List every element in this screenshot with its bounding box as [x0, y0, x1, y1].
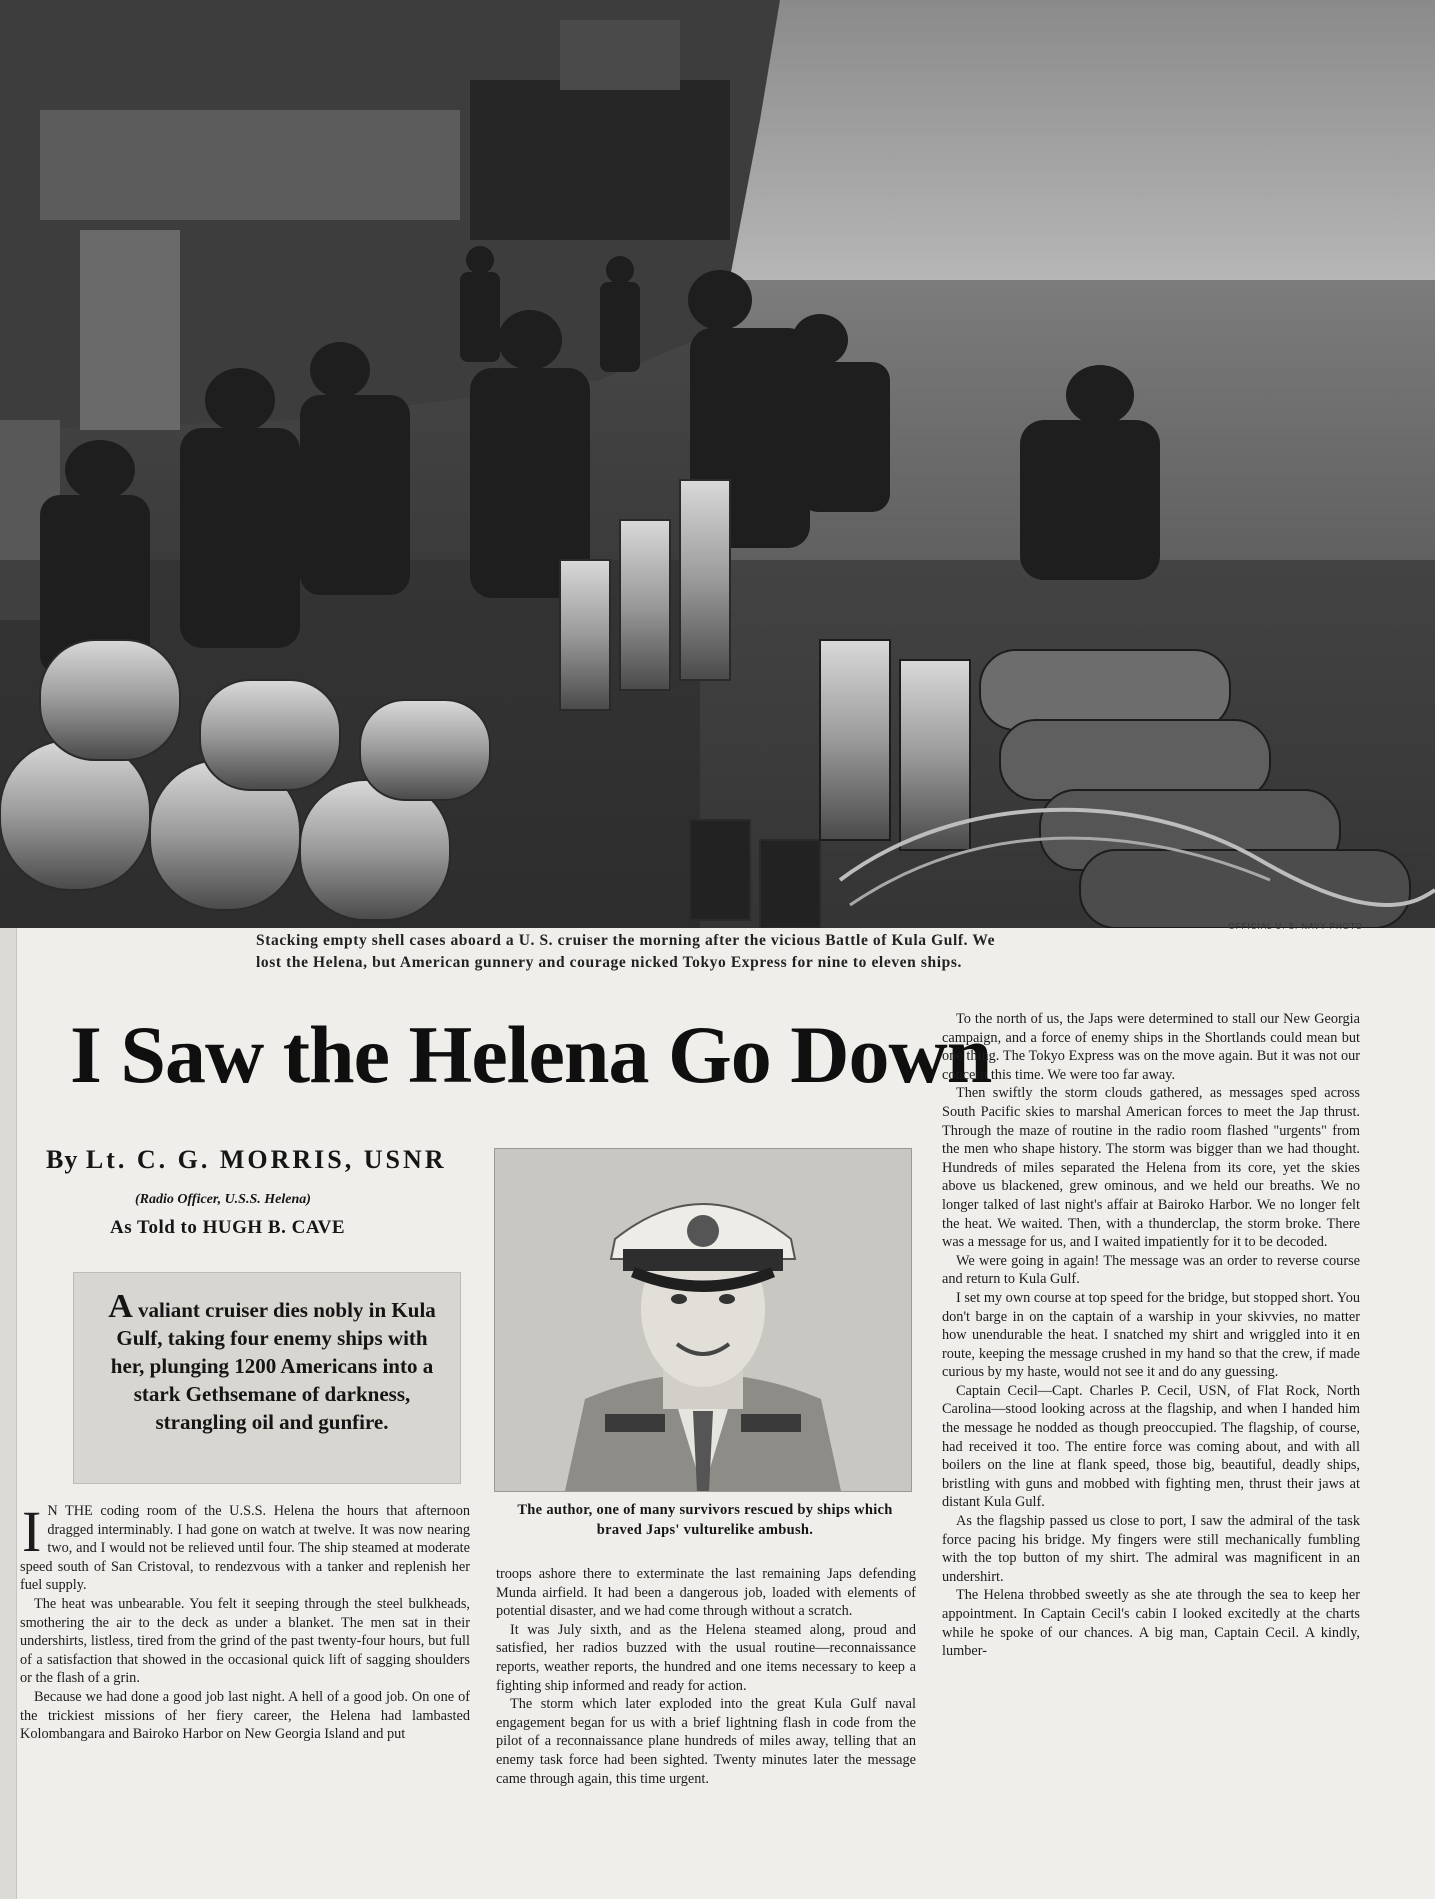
officer-portrait-illustration — [495, 1149, 911, 1491]
column-3-paragraph: Then swiftly the storm clouds gathered, as messages sped across South Pacific skies to marshal American forces to meet the Jap thrust. Through the maze of routine in the radio room flashed "urgents" from the men who shape history. The storm was bigger than we had thought. Hundreds of miles separated the Helena from its core, yet the skies above us blackened, grew ominous, and we held our breaths. We no longer talked of last night's affair at Bairoko Harbor. We no longer felt the heat. We waited. Then, with a thunderclap, the storm broke. There was a message for us, and I waited impatiently for it to be decoded. — [942, 1085, 1360, 1251]
byline-prefix: By — [46, 1145, 79, 1174]
deck-text — [102, 1288, 442, 1436]
article-column-2 — [496, 1565, 916, 1788]
deck-body: valiant cruiser dies nobly in Kula Gulf, taking four enemy ships with her, plunging 1200 Americans into a stark Gethsemane of darkness, strangling oil and gunfire. — [110, 1298, 436, 1434]
photo-credit: OFFICIAL U. S. NAVY PHOTO — [1228, 922, 1363, 931]
column-2-paragraph: The storm which later exploded into the great Kula Gulf naval engagement began for us with a brief lightning flash in code from the pilot of a reconnaissance plane hundreds of miles away, telling that an enemy task force had been sighted. Twenty minutes later the message came through again, this time urgent. — [496, 1696, 916, 1787]
byline — [46, 1145, 476, 1175]
told-to-credit: As Told to HUGH B. CAVE — [110, 1217, 345, 1238]
shell-cases-illustration — [0, 0, 1435, 928]
drop-cap: I — [22, 1499, 42, 1564]
deck-initial: A — [108, 1288, 133, 1325]
article-column-1 — [20, 1499, 470, 1744]
author-portrait — [494, 1148, 912, 1492]
photo-caption-line-2: lost the Helena, but American gunnery and courage nicked Tokyo Express for nine to eleven ships. — [256, 954, 962, 971]
portrait-caption: The author, one of many survivors rescued by ships which braved Japs' vulturelike ambush. — [517, 1502, 893, 1538]
column-1-paragraph: Because we had done a good job last night. A hell of a good job. On one of the trickiest missions of her fiery career, the Helena had lambasted Kolombangara and Bairoko Harbor on New Georgia Island and put — [20, 1688, 470, 1743]
photo-caption-line-1: Stacking empty shell cases aboard a U. S. cruiser the morning after the vicious Battle of Kula Gulf. We — [256, 932, 996, 949]
column-3-paragraph: We were going in again! The message was an order to reverse course and return to Kula Gulf. — [942, 1252, 1360, 1288]
article-column-3 — [942, 1010, 1360, 1661]
byline-author: Lt. C. G. MORRIS, USNR — [85, 1145, 447, 1174]
torn-page-edge — [0, 920, 17, 1899]
photo-caption — [256, 930, 1186, 974]
column-3-paragraph: I set my own course at top speed for the bridge, but stopped short. You don't barge in on the captain of a warship in your skivvies, no matter how unendurable the heat. I snatched my shirt and wriggled into it en route, keeping the message crushed in my hand so that the crew, if made curious by my haste, would not see it and do any guessing. — [942, 1289, 1360, 1381]
column-1-paragraph: I N THE coding room of the U.S.S. Helena the hours that afternoon dragged interminably. I had gone on watch at twelve. It was now nearing two, and I would not be relieved until four. The ship steamed at moderate speed south of San Cristoval, to rendezvous with a tanker and replenish her fuel supply. — [20, 1499, 470, 1594]
column-3-paragraph: Captain Cecil—Capt. Charles P. Cecil, USN, of Flat Rock, North Carolina—stood looking across at the flagship, and when I handed him the message he nodded as though preoccupied. The flagship, of course, had received it too. The entire force was coming about, and with all boilers on the line at flank speed, those big, beautiful, deadly ships, bristling with guns and mobbed with fighting men, thrust their jaws at distant Kula Gulf. — [942, 1382, 1360, 1511]
column-3-paragraph: The Helena throbbed sweetly as she ate through the sea to keep her appointment. In Captain Cecil's cabin I looked excitedly at the charts while he spoke of our chances. A big man, Captain Cecil. A kindly, lumber- — [942, 1587, 1360, 1660]
article-deck-box — [73, 1272, 461, 1484]
column-2-paragraph: It was July sixth, and as the Helena steamed along, proud and satisfied, her radios buzzed with the usual routine—reconnaissance reports, weather reports, the hundred and one items necessary to keep a fighting ship informed and ready for action. — [496, 1621, 916, 1694]
column-3-paragraph: As the flagship passed us close to port, I saw the admiral of the task force pacing his bridge. My fingers were still mechanically fumbling with the top button of my shirt. The admiral was magnificent in an undershirt. — [942, 1513, 1360, 1585]
column-3-paragraph: To the north of us, the Japs were determined to stall our New Georgia campaign, and a force of enemy ships in the Shortlands could mean but one thing. The Tokyo Express was on the move again. But it was not our concern this time. We were too far away. — [942, 1011, 1360, 1083]
author-role: (Radio Officer, U.S.S. Helena) — [135, 1192, 311, 1207]
column-1-paragraph: The heat was unbearable. You felt it seeping through the steel bulkheads, smothering the air to the deck as under a blanket. The men sat in their undershirts, listless, tired from the grind of the past twenty-four hours, but full of a satisfaction that showed in the occasional quick lift of sagging shoulders or the flash of a grin. — [20, 1595, 470, 1687]
navy-deck-photo — [0, 0, 1435, 928]
column-2-paragraph: troops ashore there to exterminate the last remaining Japs defending Munda airfield. It had been a dangerous job, loaded with elements of potential disaster, and we had come through without a scratch. — [496, 1566, 916, 1620]
article-headline: I Saw the Helena Go Down — [70, 1009, 992, 1100]
